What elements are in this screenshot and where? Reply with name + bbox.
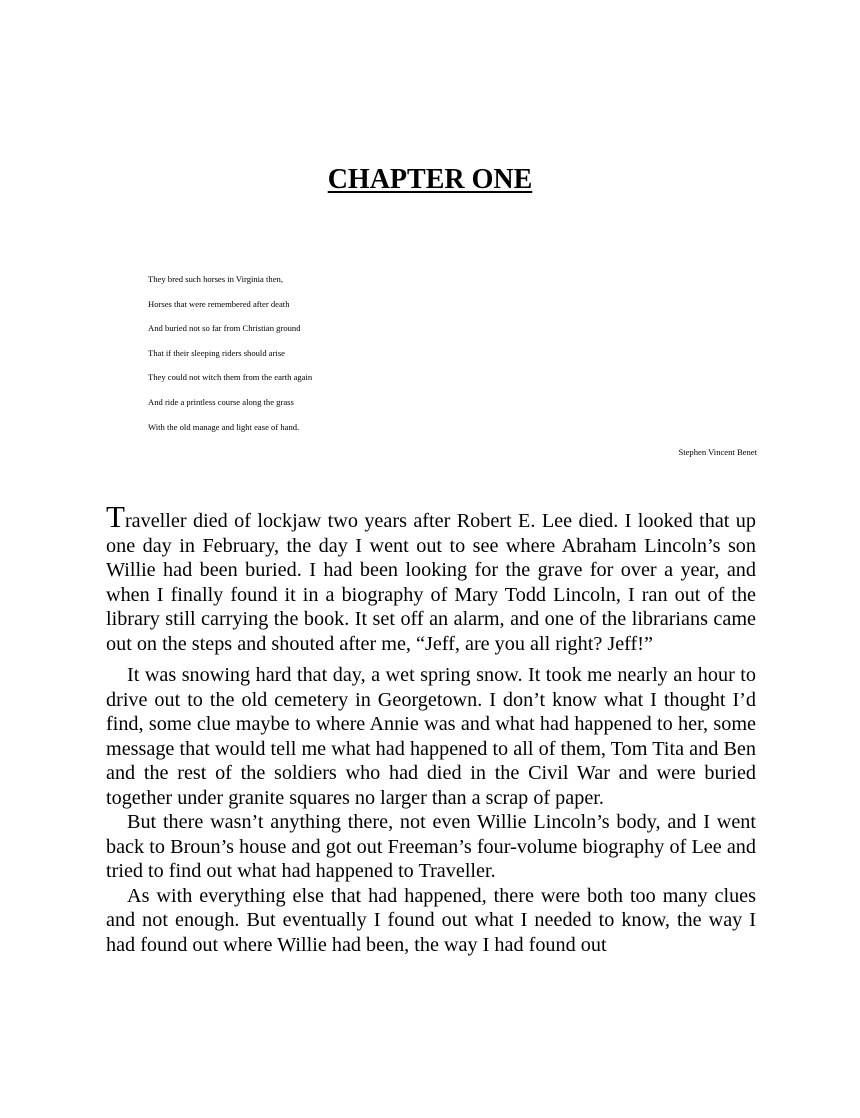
epigraph-line: They could not witch them from the earth again [148,372,313,383]
epigraph-attribution: Stephen Vincent Benet [678,447,757,457]
chapter-body [106,499,756,957]
chapter-title-text: CHAPTER ONE [327,164,533,195]
epigraph-line: With the old manage and light ease of hand. [148,421,300,432]
body-paragraph: It was snowing hard that day, a wet spring snow. It took me nearly an hour to drive out to the old cemetery in Georgetown. I don’t know what I thought I’d find, some clue maybe to where Annie was and what had happened to her, some message that would tell me what had happened to all of them, Tom Tita and Ben and the rest of the soldiers who had died in the Civil War and were buried together under granite squares no larger than a scrap of paper. [106,664,756,809]
epigraph-line: Horses that were remembered after death [148,298,290,309]
epigraph-line: That if their sleeping riders should arise [148,347,285,358]
body-paragraph: As with everything else that had happened, there were both too many clues and not enough. But eventually I found out what I needed to know, the way I had found out where Willie had been, the way I had found out [106,884,756,956]
epigraph-line: And ride a printless course along the grass [148,396,294,407]
epigraph-line: And buried not so far from Christian ground [148,323,301,334]
epigraph-line: They bred such horses in Virginia then, [148,274,283,284]
body-paragraph: But there wasn’t anything there, not even Willie Lincoln’s body, and I went back to Broun’s house and got out Freeman’s four-volume biography of Lee and tried to find out what had happened to Traveller. [106,811,756,882]
body-paragraph [106,499,756,656]
chapter-title [0,163,860,197]
epigraph [148,273,758,445]
paragraph-text: raveller died of lockjaw two years after Robert E. Lee died. I looked that up one day in February, the day I went out to see where Abraham Lincoln’s son Willie had been buried. I had been looking for the grave for over a year, and when I finally found it in a biography of Mary Todd Lincoln, I ran out of the library still carrying the book. It set off an alarm, and one of the librarians came out on the steps and shouted after me, “Jeff, are you all right? Jeff!” [106,510,756,655]
drop-cap: T [106,499,125,534]
